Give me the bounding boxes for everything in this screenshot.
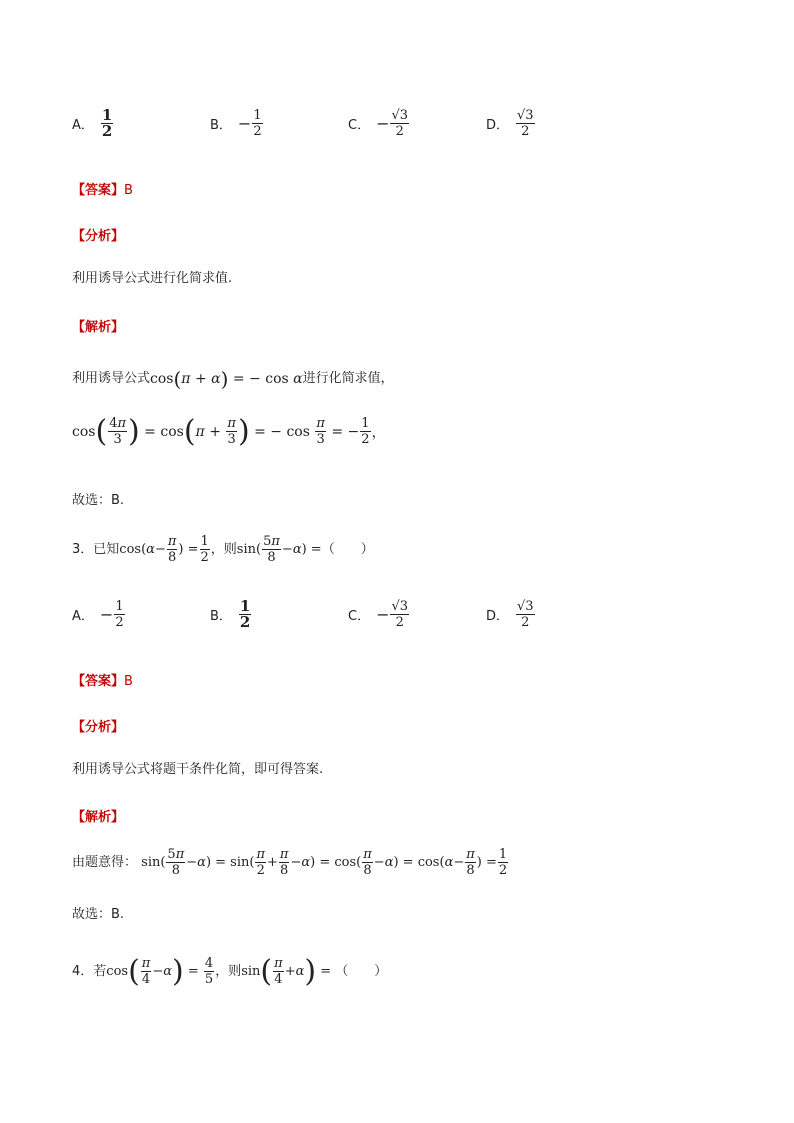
math-formula: cos(α− [119,541,166,557]
q3-answer: 【答案】B [72,674,133,689]
q3-option-b: B． $\frac{1}{2}$ [210,597,251,631]
q2-option-b: B． − $\frac{1}{2}$ [210,108,262,139]
fraction: $\frac{1}{2}$ [253,108,262,139]
q2-answer: 【答案】B [72,183,133,198]
fraction: $\frac{√3}{2}$ [391,108,409,139]
q3-option-d: D． $\frac{√3}{2}$ [486,599,534,630]
q3-conclusion: 故选：B. [72,907,125,922]
q2-solution-line1: 利用诱导公式 cos(π + α) = − cos α 进行化简求值， [72,364,394,394]
math-formula: cos(π + α) = − cos α [150,367,303,391]
q2-analysis-text: 利用诱导公式进行化简求值. [72,271,233,286]
q3-analysis-text: 利用诱导公式将题干条件化简，即可得答案. [72,762,324,777]
q4-stem: 4． 若 cos ( $\frac{\pi}{4}$ −α ) = $\frac{4}{5}$ ，则 sin ( $\frac{\pi}{4}$ +α ) = （ ） [72,953,388,989]
fraction: $\frac{√3}{2}$ [517,108,534,139]
q2-solution-heading: 【解析】 [72,320,125,335]
q2-conclusion: 故选：B. [72,493,125,508]
q2-analysis-heading: 【分析】 [72,229,125,244]
q3-analysis-heading: 【分析】 [72,720,125,735]
q2-option-c: C． − $\frac{√3}{2}$ [348,108,409,139]
q3-stem: 3． 已知 cos(α− $\frac{\pi}{8}$ ) = $\frac{1}{2}$ ，则 sin( $\frac{5\pi}{8}$ −α) = （ ） [72,534,374,565]
fraction: $\frac{√3}{2}$ [517,599,534,630]
q3-solution-heading: 【解析】 [72,810,125,825]
q2-option-a: A． $\frac{1}{2}$ [72,106,113,140]
q2-solution-line2: cos ( $\frac{4\pi}{3}$ ) = cos ( π + $\frac{\pi}{3}$ ) = − cos $\frac{\pi}{3}$ = − $\frac{1}{2}$ ， [72,413,386,449]
fraction: $\frac{√3}{2}$ [391,599,409,630]
fraction: $\frac{1}{2}$ [101,106,113,140]
q3-option-c: C． − $\frac{√3}{2}$ [348,599,409,630]
fraction: $\frac{1}{2}$ [115,599,124,630]
fraction: $\frac{1}{2}$ [239,597,251,631]
q3-option-a: A． − $\frac{1}{2}$ [72,599,124,630]
q2-option-d: D． $\frac{√3}{2}$ [486,108,534,139]
q3-solution-line: 由题意得： sin( $\frac{5\pi}{8}$ −α) = sin( $\frac{\pi}{2}$ + $\frac{\pi}{8}$ −α) = cos( $\frac{\pi}{8}$ −α) = cos(α− $\frac{\pi}{8}$ ) = $\frac{1}{2}$ [72,847,508,878]
